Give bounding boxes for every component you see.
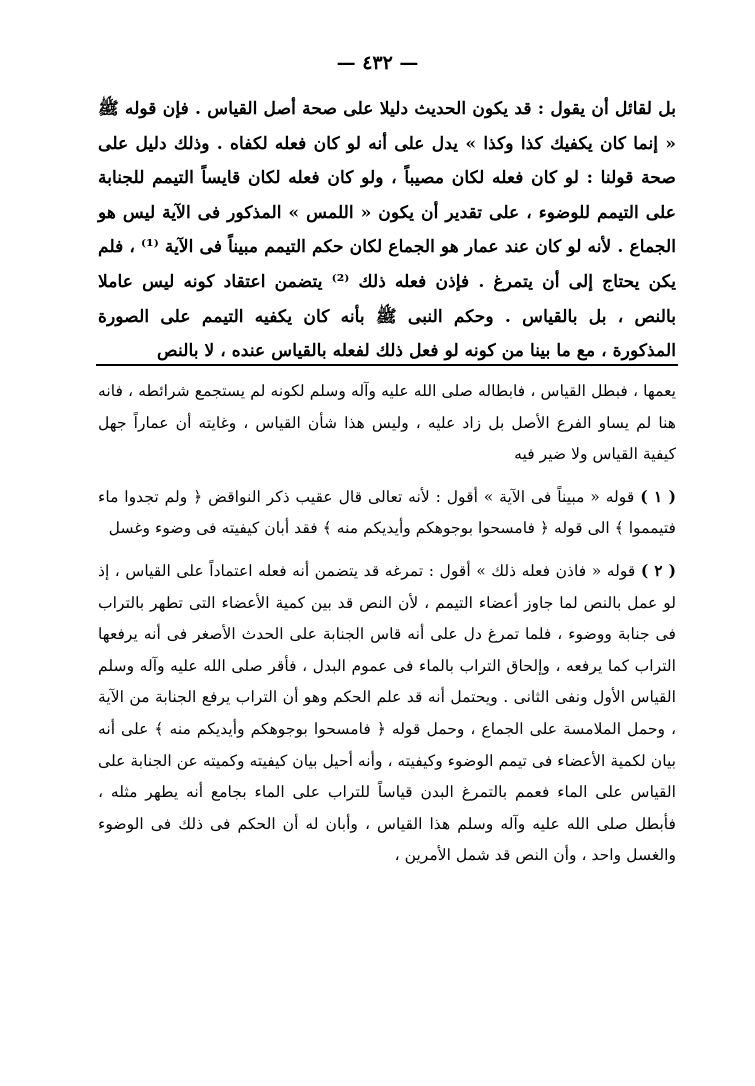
page-number: — ٤٣٢ —: [336, 52, 419, 74]
footnote-1-text: قوله « مبيناً فى الآية » أقول : لأنه تعالى قال عقيب ذكر النواقض ﴿ ولم تجدوا ماء فتيمموا ﴾ الى قوله ﴿ فامسحوا بوجوهكم وأيديكم منه ﴾ فقد أبان كيفيته فى وضوء وغسل: [98, 487, 676, 538]
footnote-divider: [96, 364, 678, 366]
footnote-2-mark: ( ٢ ): [640, 560, 676, 580]
footnotes-block: [98, 376, 676, 872]
footnote-2: [98, 555, 676, 872]
main-text-block: [98, 92, 676, 369]
footnote-continuation: يعمها ، فبطل القياس ، فابطاله صلى الله عليه وآله وسلم لكونه لم يستجمع شرائطه ، فانه هنا لم يساو الفرع الأصل بل زاد عليه ، وليس هذا شأن القياس ، وغايته أن عماراً جهل كيفية القياس ولا ضير فيه: [98, 382, 676, 464]
main-paragraph: بل لقائل أن يقول : قد يكون الحديث دليلا على صحة أصل القياس . فإن قوله ﷺ « إنما كان يكفيك كذا وكذا » يدل على أنه لو كان فعله لكفاه . وذلك دليل على صحة قولنا : لو كان فعله لكان مصيباً ، ولو كان فعله لكان قايساً التيمم للجنابة على التيمم للوضوء ، على تقدير أن يكون « اللمس » المذكور فى الآية ليس هو الجماع . لأنه لو كان عند عمار هو الجماع لكان حكم التيمم مبيناً فى الآية ⁽¹⁾ ، فلم يكن يحتاج إلى أن يتمرغ . فإذن فعله ذلك ⁽²⁾ يتضمن اعتقاد كونه ليس عاملا بالنص ، بل بالقياس . وحكم النبى ﷺ بأنه كان يكفيه التيمم على الصورة المذكورة ، مع ما بينا من كونه لو فعل ذلك لفعله بالقياس عنده ، لا بالنص: [98, 99, 677, 362]
footnote-2-text: قوله « فاذن فعله ذلك » أقول : تمرغه قد يتضمن أنه فعله اعتماداً على القياس ، إذ لو عمل بالنص لما جاوز أعضاء التيمم ، لأن النص قد بين كمية الأعضاء التى تطهر بالتراب فى جنابة ووضوء ، فلما تمرغ دل على أنه قاس الجنابة على الحدث الأصغر فى أنه يرفعها التراب كما يرفعه ، وإلحاق التراب بالماء فى عموم البدل ، فأقر صلى الله عليه وآله وسلم القياس الأول ونفى الثانى . ويحتمل أنه قد علم الحكم وهو أن التراب يرفع الجنابة من الآية ، وحمل الملامسة على الجماع ، وحمل قوله ﴿ فامسحوا بوجوهكم وأيديكم منه ﴾ على أنه بيان لكمية الأعضاء فى تيمم الوضوء وكيفيته ، وأنه أحيل بيان كيفيته وكميته عن الجنابة على القياس على الماء فعمم بالتمرغ البدن قياساً للتراب على الماء بجامع أنه يطهر مثله ، فأبطل صلى الله عليه وآله وسلم هذا القياس ، وأبان له أن الحكم فى ذلك فى الوضوء والغسل واحد ، وأن النص قد شمل الأمرين ،: [98, 561, 677, 865]
footnote-1-mark: ( ١ ): [640, 486, 676, 506]
footnote-1: [98, 481, 676, 545]
